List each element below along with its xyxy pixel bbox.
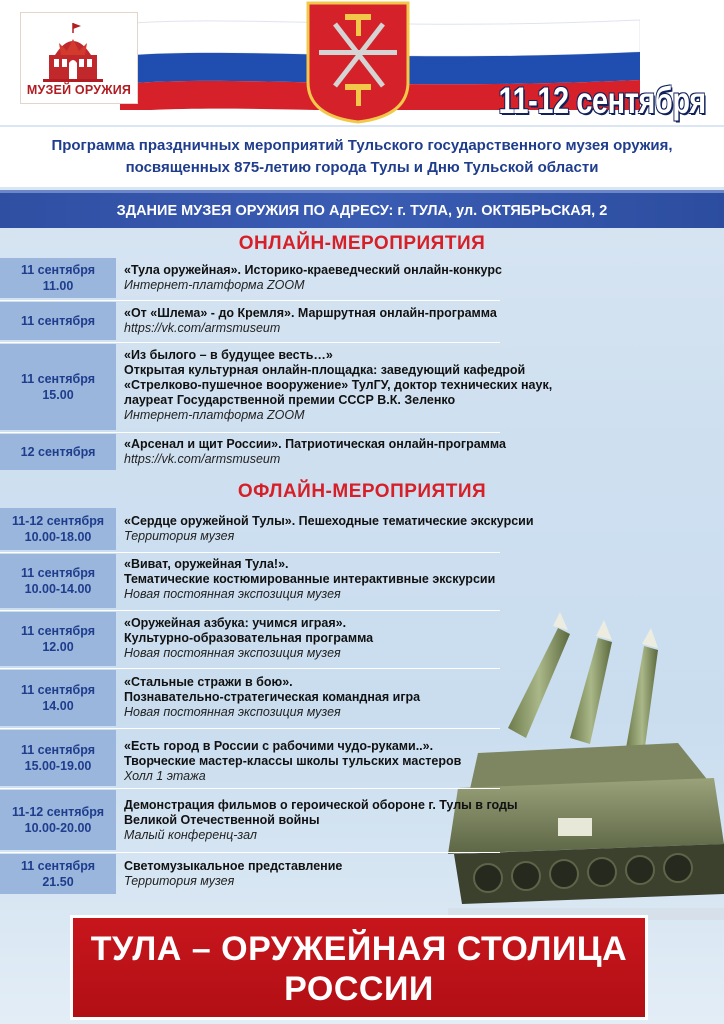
divider xyxy=(0,300,500,301)
address-bar xyxy=(0,190,724,228)
event-description xyxy=(124,514,594,544)
event-date: 11 сентября xyxy=(20,624,96,638)
event-title: Культурно-образовательная программа xyxy=(124,631,374,645)
event-title: «Оружейная азбука: учимся играя». xyxy=(124,616,347,630)
event-title: Тематические костюмированные интерактивные экскурсии xyxy=(124,572,496,586)
event-title: «Стрелково-пушечное вооружение» ТулГУ, доктор технических наук, xyxy=(124,378,553,392)
event-place: Холл 1 этажа xyxy=(124,769,206,783)
online-heading: ОНЛАЙН-МЕРОПРИЯТИЯ xyxy=(238,233,486,254)
event-time: 15.00 xyxy=(42,388,74,402)
event-place: Новая постоянная экспозиция музея xyxy=(124,587,341,601)
event-title: «Стальные стражи в бою». xyxy=(124,675,293,689)
museum-building-icon xyxy=(21,17,139,87)
dates-banner: 11-12 сентября xyxy=(498,80,706,121)
event-date: 11-12 сентября xyxy=(11,514,105,528)
event-date-cell xyxy=(0,258,116,298)
event-title: Великой Отечественной войны xyxy=(124,813,320,827)
event-title: «Есть город в России с рабочими чудо-руками..». xyxy=(124,739,434,753)
event-date: 11-12 сентября xyxy=(11,805,105,819)
event-place: https://vk.com/armsmuseum xyxy=(124,452,281,466)
slogan-banner xyxy=(70,915,648,1020)
event-title: «Арсенал и щит России». Патриотическая онлайн-программа xyxy=(124,437,506,451)
event-time: 15.00-19.00 xyxy=(24,759,92,773)
event-place: Территория музея xyxy=(124,529,235,543)
event-description xyxy=(124,798,594,843)
tula-coat-of-arms-icon xyxy=(305,0,411,124)
divider xyxy=(0,728,500,729)
divider xyxy=(0,788,500,789)
event-description xyxy=(124,675,594,720)
event-title: «Из былого – в будущее весть…» xyxy=(124,348,333,362)
event-date-cell xyxy=(0,790,116,850)
event-title: Открытая культурная онлайн-площадка: заведующий кафедрой xyxy=(124,363,526,377)
event-time: 12.00 xyxy=(42,640,74,654)
divider xyxy=(0,610,500,611)
event-date: 11 сентября xyxy=(20,683,96,697)
divider xyxy=(0,432,500,433)
offline-heading: ОФЛАЙН-МЕРОПРИЯТИЯ xyxy=(237,481,487,502)
event-date-cell xyxy=(0,730,116,786)
event-date: 12 сентября xyxy=(20,445,96,459)
event-place: https://vk.com/armsmuseum xyxy=(124,321,281,335)
event-date: 11 сентября xyxy=(20,314,96,328)
event-description xyxy=(124,263,594,293)
address-text: ЗДАНИЕ МУЗЕЯ ОРУЖИЯ ПО АДРЕСУ: г. ТУЛА, ул. ОКТЯБРЬСКАЯ, 2 xyxy=(116,203,608,219)
event-title: Светомузыкальное представление xyxy=(124,859,343,873)
slogan-line-2: РОССИИ xyxy=(284,970,434,1008)
event-date-cell xyxy=(0,302,116,340)
event-place: Территория музея xyxy=(124,874,235,888)
event-description xyxy=(124,557,594,602)
event-date-cell xyxy=(0,612,116,666)
event-time: 10.00-18.00 xyxy=(24,530,92,544)
event-place: Интернет-платформа ZOOM xyxy=(124,278,305,292)
event-date-cell xyxy=(0,854,116,894)
event-time: 10.00-20.00 xyxy=(24,821,92,835)
divider xyxy=(0,342,500,343)
event-date: 11 сентября xyxy=(20,743,96,757)
header xyxy=(0,0,724,125)
event-date: 11 сентября xyxy=(20,566,96,580)
event-date: 11 сентября xyxy=(20,263,96,277)
event-date: 11 сентября xyxy=(20,372,96,386)
event-time: 21.50 xyxy=(42,875,74,889)
event-title: «Тула оружейная». Историко-краеведческий онлайн-конкурс xyxy=(124,263,502,277)
event-title: «Виват, оружейная Тула!». xyxy=(124,557,289,571)
intro-line-1: Программа праздничных мероприятий Тульского государственного музея оружия, xyxy=(51,137,673,154)
event-date-cell xyxy=(0,434,116,470)
event-description xyxy=(124,616,594,661)
event-date: 11 сентября xyxy=(20,859,96,873)
event-place: Новая постоянная экспозиция музея xyxy=(124,705,341,719)
museum-logo xyxy=(20,12,138,104)
event-title: Демонстрация фильмов о героической обороне г. Тулы в годы xyxy=(124,798,518,812)
slogan-line-1: ТУЛА – ОРУЖЕЙНАЯ СТОЛИЦА xyxy=(90,930,628,968)
event-time: 10.00-14.00 xyxy=(24,582,92,596)
intro-block xyxy=(0,127,724,187)
event-time: 11.00 xyxy=(42,279,74,293)
event-date-cell xyxy=(0,554,116,608)
event-title: лауреат Государственной премии СССР В.К. Зеленко xyxy=(124,393,456,407)
event-date-cell xyxy=(0,344,116,430)
event-description xyxy=(124,437,594,467)
divider xyxy=(0,852,500,853)
event-description xyxy=(124,739,594,784)
divider xyxy=(0,552,500,553)
event-place: Малый конференц-зал xyxy=(124,828,257,842)
event-title: Творческие мастер-классы школы тульских мастеров xyxy=(124,754,462,768)
divider xyxy=(0,668,500,669)
event-place: Интернет-платформа ZOOM xyxy=(124,408,305,422)
intro-line-2: посвященных 875-летию города Тулы и Дню Тульской области xyxy=(125,159,599,176)
logo-text: МУЗЕЙ ОРУЖИЯ xyxy=(26,83,132,97)
event-title: Познавательно-стратегическая командная игра xyxy=(124,690,421,704)
event-title: «Сердце оружейной Тулы». Пешеходные тематические экскурсии xyxy=(124,514,534,528)
event-time: 14.00 xyxy=(42,699,74,713)
event-date-cell xyxy=(0,508,116,550)
event-date-cell xyxy=(0,670,116,726)
event-title: «От «Шлема» - до Кремля». Маршрутная онлайн-программа xyxy=(124,306,497,320)
event-description xyxy=(124,306,594,336)
event-place: Новая постоянная экспозиция музея xyxy=(124,646,341,660)
event-description xyxy=(124,348,594,423)
event-description xyxy=(124,859,594,889)
